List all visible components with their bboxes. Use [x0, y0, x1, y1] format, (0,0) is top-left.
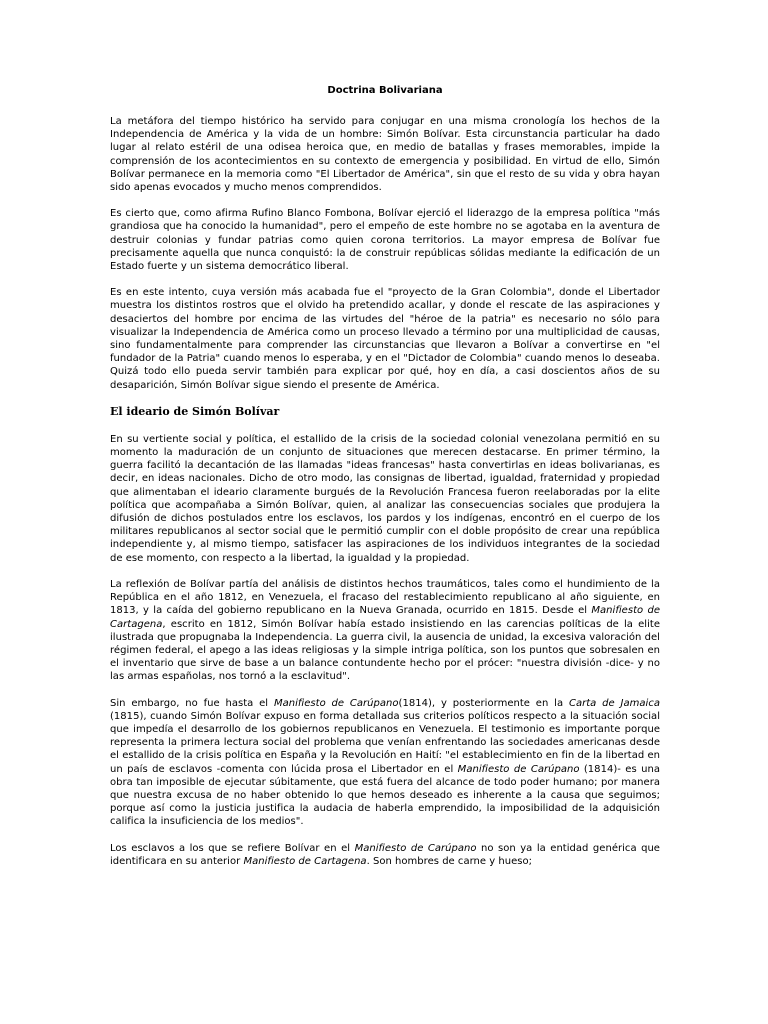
text-run: Los esclavos a los que se refiere Bolívar en el: [110, 842, 355, 854]
italic-title: Manifiesto de Carúpano: [273, 697, 399, 709]
text-run: Sin embargo, no fue hasta el: [110, 697, 274, 709]
paragraph-5: [110, 578, 660, 684]
text-run: no son ya la entidad genérica que identificara en su anterior: [110, 842, 660, 867]
italic-title: Manifiesto de Cartagena: [243, 855, 367, 867]
italic-title: Manifiesto de Cartagena: [110, 605, 661, 630]
paragraph-intro-3: Es en este intento, cuya versión más acabada fue el "proyecto de la Gran Colombia", donde el Libertador muestra los distintos rostros que el olvido ha pretendido acallar, y donde el rescate de las aspiraciones y desaciertos del hombre por encima de las virtudes del "héroe de la patria" es necesario no sólo para visualizar la Independencia de América como un proceso llevado a término por una multiplicidad de causas, sino fundamentalmente para comprender las circunstancias que llevaron a Bolívar a convertirse en "el fundador de la Patria" cuando menos lo esperaba, y en el "Dictador de Colombia" cuando menos lo deseaba. Quizá todo ello pueda servir también para explicar por qué, hoy en día, a casi doscientos años de su desaparición, Simón Bolívar sigue siendo el presente de América.: [110, 287, 660, 391]
text-run: , escrito en 1812, Simón Bolívar había estado insistiendo en las carencias políticas de la elite ilustrada que propugnaba la Independencia. La guerra civil, la ausencia de unidad, la excesiva valoración del régimen federal, el apego a las ideas religiosas y la simple intriga política, son los puntos que sobresalen en el inventario que sirve de base a un balance contundente hecho por el prócer: "nuestra división -dice- y no las armas españolas, nos tornó a la esclavitud".: [110, 618, 660, 683]
text-run: (1814), y posteriormente en la: [398, 697, 569, 709]
paragraph-4: En su vertiente social y política, el estallido de la crisis de la sociedad colonial venezolana permitió en su momento la maduración de un conjunto de situaciones que merecen destacarse. En primer término, la guerra facilitó la decantación de las llamadas "ideas francesas" hasta convertirlas en ideas bolivarianas, es decir, en ideas nacionales. Dicho de otro modo, las consignas de libertad, igualdad, fraternidad y propiedad que alimentaban el ideario claramente burgués de la Revolución Francesa fueron reelaboradas por la elite política que acompañaba a Simón Bolívar, quien, al analizar las consecuencias sociales que produjera la difusión de dichos postulados entre los esclavos, los pardos y los indígenas, encontró en el cuerpo de los militares republicanos al sector social que le permitió cumplir con el doble propósito de crear una república independiente y, al mismo tiempo, satisfacer las aspiraciones de los individuos integrantes de la sociedad de ese momento, con respecto a la libertad, la igualdad y la propiedad.: [110, 433, 660, 564]
document-title: Doctrina Bolivariana: [327, 85, 443, 96]
section-heading: El ideario de Simón Bolívar: [110, 404, 280, 418]
text-run: (1814)- es una obra tan imposible de ejecutar súbitamente, que está fuera del alcance de todo poder humano; por manera que nuestra excusa de no haber obtenido lo que hemos deseado es inherente a la causa que seguimos; porque así como la justicia justifica la audacia de haberla emprendido, la imposibilidad de la adquisición califica la insuficiencia de los medios".: [110, 763, 660, 828]
text-run: (1815), cuando Simón Bolívar expuso en forma detallada sus criterios políticos respecto a la situación social que impedía el desarrollo de los gobiernos republicanos en Venezuela. El testimonio es importante porque representa la primera lectura social del problema que venían enfrentando las sociedades americanas desde el estallido de la crisis política en España y la Revolución en Haití: "el establecimiento en fin de la libertad en un país de esclavos -comenta con lúcida prosa el Libertador en el: [110, 710, 660, 775]
italic-title: Manifiesto de Carúpano: [354, 842, 477, 854]
paragraph-intro-1: La metáfora del tiempo histórico ha servido para conjugar en una misma cronología los hechos de la Independencia de América y la vida de un hombre: Simón Bolívar. Esta circunstancia particular ha dado lugar al relato estéril de una odisea heroica que, en medio de batallas y frases memorables, impide la comprensión de los acontecimientos en su contexto de emergencia y posibilidad. En virtud de ello, Simón Bolívar permanece en la memoria como "El Libertador de América", sin que el resto de su vida y obra hayan sido apenas evocados y mucho menos comprendidos.: [110, 116, 660, 194]
text-run: . Son hombres de carne y hueso;: [366, 855, 533, 867]
italic-title: Manifiesto de Carúpano: [457, 763, 580, 775]
text-run: La reflexión de Bolívar partía del análisis de distintos hechos traumáticos, tales como el hundimiento de la República en el año 1812, en Venezuela, el fracaso del restablecimiento republicano al año siguiente, en 1813, y la caída del gobierno republicano en la Nueva Granada, ocurrido en 1815. Desde el: [110, 578, 660, 617]
paragraph-intro-2: Es cierto que, como afirma Rufino Blanco Fombona, Bolívar ejerció el liderazgo de la empresa política "más grandiosa que ha conocido la humanidad", pero el empeño de este hombre no se agotaba en la aventura de destruir colonias y fundar patrias como quien corona territorios. La mayor empresa de Bolívar fue precisamente aquella que nunca conquistó: la de construir repúblicas sólidas mediante la edificación de un Estado fuerte y un sistema democrático liberal.: [110, 208, 660, 273]
italic-title: Carta de Jamaica: [568, 697, 660, 709]
paragraph-6: [110, 697, 660, 829]
paragraph-7: [110, 842, 660, 868]
document-page: [110, 84, 660, 881]
